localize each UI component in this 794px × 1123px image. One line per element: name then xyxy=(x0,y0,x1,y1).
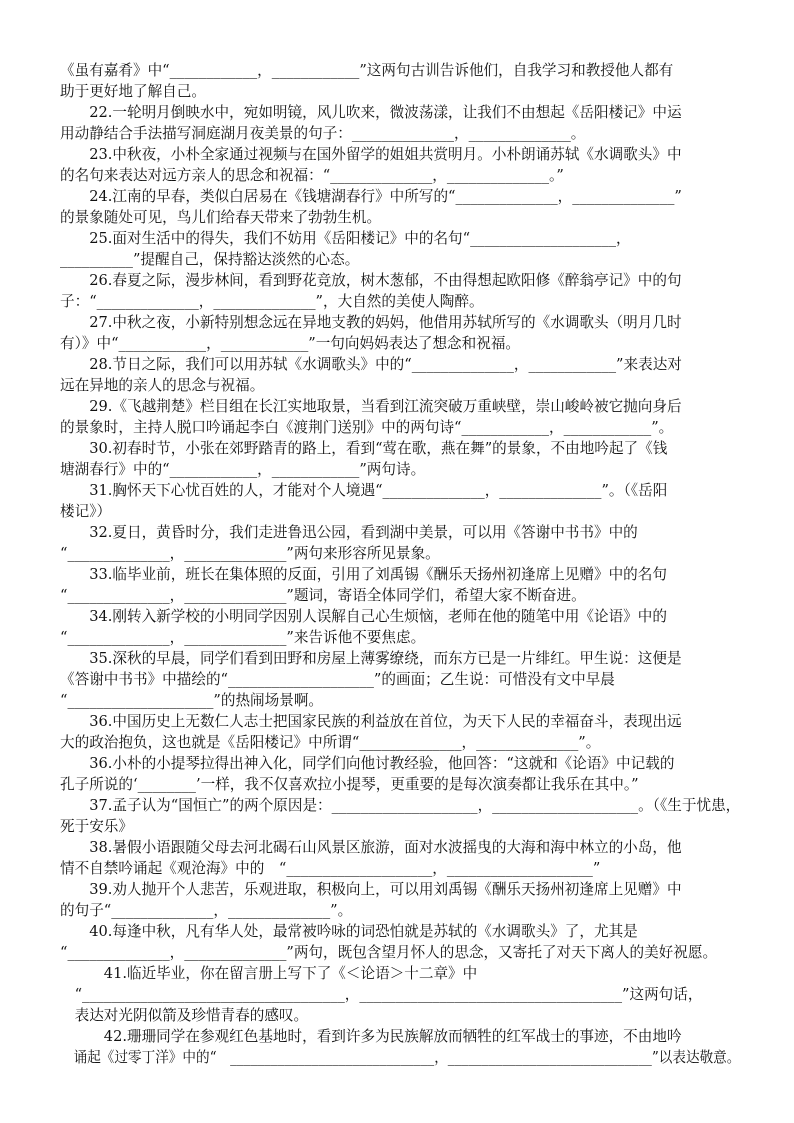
text-line: “______________，______________”两句，既包含望月怀人的思念，又寄托了对天下离人的美好祝愿。 xyxy=(60,944,718,961)
text-line: 22.一轮明月倒映水中，宛如明镜，风儿吹来，微波荡漾，让我们不由想起《岳阳楼记》中运 xyxy=(60,104,682,121)
text-line: 表达对光阴似箭及珍惜青春的感叹。 xyxy=(60,1007,309,1024)
text-line: 28.节日之际，我们可以用苏轼《水调歌头》中的“______________，____________”来表达对 xyxy=(60,356,682,373)
text-line: 大的政治抱负，这也就是《岳阳楼记》中所谓“______________，______________”。 xyxy=(60,734,601,751)
text-line: 情不自禁吟诵起《观沧海》中的 “____________________，____________________” xyxy=(60,860,601,877)
text-line: 塘湖春行》中的“____________，____________”两句诗。 xyxy=(60,461,426,478)
text-line: 42.珊珊同学在参观红色基地时，看到许多为民族解放而牺牲的红军战士的事迹，不由地吟 xyxy=(60,1028,682,1045)
text-line: 41.临近毕业，你在留言册上写下了《＜论语＞十二章》中 xyxy=(60,965,478,982)
text-line: 37.孟子认为“国恒亡”的两个原因是：____________________，____________________。（《生于忧患， xyxy=(60,797,741,814)
text-line: 《虽有嘉肴》中“____________，____________”这两句古训告诉他们，自我学习和教授他人都有 xyxy=(60,62,674,79)
text-line: 的景象时，主持人脱口吟诵起李白《渡荆门送别》中的两句诗“____________，____________”。 xyxy=(60,419,674,436)
text-line: 35.深秋的早晨，同学们看到田野和房屋上薄雾缭绕，而东方已是一片绯红。甲生说：这便是 xyxy=(60,650,682,667)
text-line: 30.初春时节，小张在郊野踏青的路上，看到“莺在歌，燕在舞”的景象，不由地吟起了《钱 xyxy=(60,440,668,457)
text-line: 助于更好地了解自己。 xyxy=(60,83,206,100)
text-line: 的景象随处可见，鸟儿们给春天带来了勃勃生机。 xyxy=(60,209,382,226)
text-line: 诵起《过零丁洋》中的“ ______________________________，______________________________”以表达敬意。 xyxy=(60,1049,741,1066)
text-line: 36.中国历史上无数仁人志士把国家民族的利益放在首位，为天下人民的幸福奋斗，表现出远 xyxy=(60,713,682,730)
text-line: “____________________________________，____________________________________”这两句话， xyxy=(60,986,703,1003)
text-line: 38.暑假小语跟随父母去河北碣石山风景区旅游，面对水波摇曳的大海和海中林立的小岛，他 xyxy=(60,839,682,856)
text-line: 33.临毕业前，班长在集体照的反面，引用了刘禹锡《酬乐天扬州初逢席上见赠》中的名句 xyxy=(60,566,667,583)
text-line: 用动静结合手法描写洞庭湖月夜美景的句子：______________，______________。 xyxy=(60,125,586,142)
text-line: 24.江南的早春，类似白居易在《钱塘湖春行》中所写的“______________，______________” xyxy=(60,188,682,205)
text-line: __________”提醒自己，保持豁达淡然的心态。 xyxy=(60,251,360,268)
text-line: 《答谢中书书》中描绘的“____________________”的画面；乙生说：可惜没有文中早晨 xyxy=(60,671,615,688)
text-line: 远在异地的亲人的思念与祝福。 xyxy=(60,377,265,394)
text-line: 孔子所说的‘________’一样，我不仅喜欢拉小提琴，更重要的是每次演奏都让我乐在其中。” xyxy=(60,776,639,793)
text-line: 的名句来表达对远方亲人的思念和祝福：“______________，______________。” xyxy=(60,167,564,184)
text-line: 40.每逢中秋，凡有华人处，最常被吟咏的词恐怕就是苏轼的《水调歌头》了，尤其是 xyxy=(60,923,638,940)
text-line: 楼记》） xyxy=(60,503,112,520)
text-line: 29.《飞越荆楚》栏目组在长江实地取景，当看到江流突破万重峡壁，崇山峻岭被它抛向身后 xyxy=(60,398,682,415)
text-line: 25.面对生活中的得失，我们不妨用《岳阳楼记》中的名句“____________________， xyxy=(60,230,631,247)
text-line: 36.小朴的小提琴拉得出神入化，同学们向他讨教经验，他回答：“这就和《论语》中记载的 xyxy=(60,755,675,772)
text-line: 的句子“______________，______________”。 xyxy=(60,902,353,919)
text-line: 子：“______________，______________”，大自然的美使人陶醉。 xyxy=(60,293,484,310)
text-line: “______________，______________”来告诉他不要焦虑。 xyxy=(60,629,426,646)
text-line: 31.胸怀天下心忧百姓的人，才能对个人境遇“______________，______________”。（《岳阳 xyxy=(60,482,668,499)
text-line: 23.中秋夜，小朴全家通过视频与在国外留学的姐姐共赏明月。小朴朗诵苏轼《水调歌头》中 xyxy=(60,146,682,163)
text-line: “______________，______________”题词，寄语全体同学们，希望大家不断奋进。 xyxy=(60,587,586,604)
text-line: 有）》中“____________，____________”一句向妈妈表达了想念和祝福。 xyxy=(60,335,521,352)
text-line: 26.春夏之际，漫步林间，看到野花竞放，树木葱郁，不由得想起欧阳修《醉翁亭记》中的句 xyxy=(60,272,682,289)
text-line: 34.刚转入新学校的小明同学因别人误解自己心生烦恼，老师在他的随笔中用《论语》中的 xyxy=(60,608,667,625)
text-line: “______________，______________”两句来形容所见景象。 xyxy=(60,545,440,562)
text-line: 39.劝人抛开个人悲苦，乐观进取，积极向上，可以用刘禹锡《酬乐天扬州初逢席上见赠》中 xyxy=(60,881,682,898)
text-line: 27.中秋之夜，小新特别想念远在异地支教的妈妈，他借用苏轼所写的《水调歌头（明月几时 xyxy=(60,314,682,331)
text-line: “____________________”的热闹场景啊。 xyxy=(60,692,324,709)
text-line: 死于安乐》 xyxy=(60,818,133,835)
text-line: 32.夏日，黄昏时分，我们走进鲁迅公园，看到湖中美景，可以用《答谢中书书》中的 xyxy=(60,524,638,541)
